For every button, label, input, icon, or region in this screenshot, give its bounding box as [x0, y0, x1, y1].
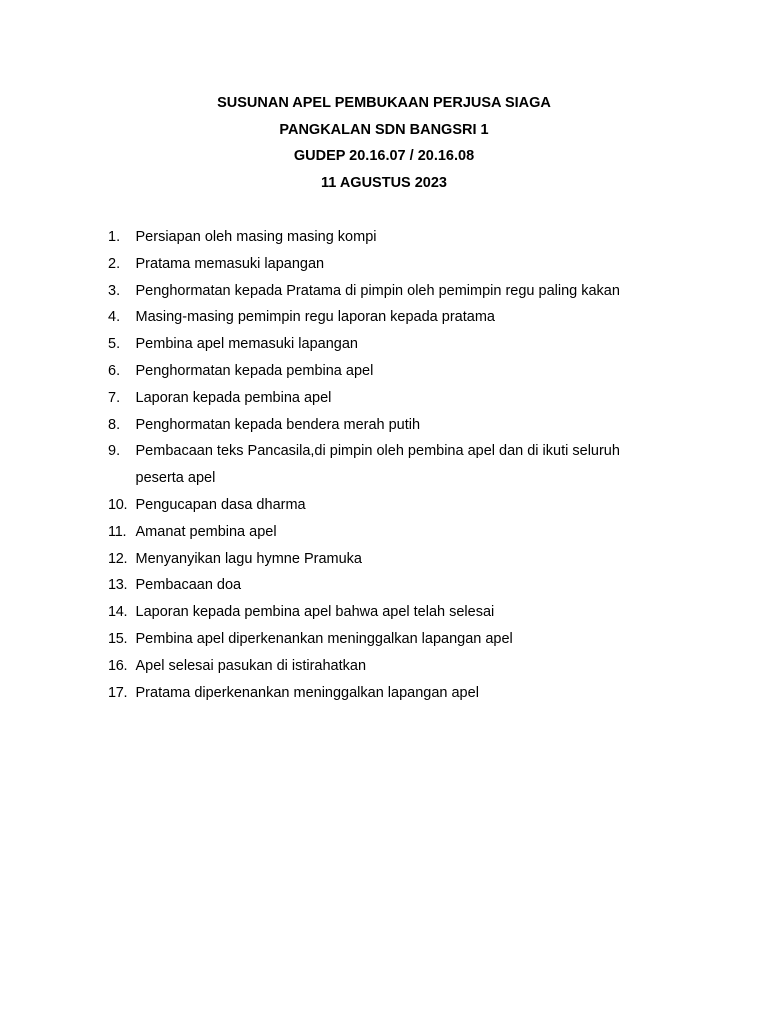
item-number: 4.: [108, 309, 121, 326]
item-text: Masing-masing pemimpin regu laporan kepada pratama: [135, 309, 495, 326]
title-line-school: PANGKALAN SDN BANGSRI 1: [279, 121, 489, 138]
list-item: [108, 331, 668, 358]
item-text: Pembina apel diperkenankan meninggalkan lapangan apel: [135, 630, 513, 647]
item-number: 6.: [108, 362, 121, 379]
list-item: [108, 680, 668, 707]
item-text: Pratama memasuki lapangan: [135, 255, 325, 272]
item-text: Persiapan oleh masing masing kompi: [135, 229, 377, 245]
list-item: [108, 358, 668, 385]
list-item: [108, 492, 668, 519]
item-text: Pembina apel memasuki lapangan: [135, 336, 358, 353]
list-item: [108, 385, 668, 412]
list-item: [108, 653, 668, 680]
item-text: Apel selesai pasukan di istirahatkan: [135, 657, 367, 674]
list-item: [108, 251, 668, 278]
agenda-list: [108, 224, 668, 706]
item-number: 12.: [108, 550, 128, 567]
list-item: [108, 546, 668, 573]
item-number: 15.: [108, 630, 128, 647]
list-item: [108, 304, 668, 331]
item-text: Penghormatan kepada bendera merah putih: [135, 416, 421, 433]
item-number: 10.: [108, 496, 128, 513]
item-number: 13.: [108, 577, 128, 594]
list-item: [108, 572, 668, 599]
list-item: [108, 278, 668, 305]
item-number: 9.: [108, 443, 121, 460]
list-item: [108, 599, 668, 626]
list-item: [108, 438, 668, 492]
list-item: [108, 519, 668, 546]
item-text: Laporan kepada pembina apel bahwa apel telah selesai: [135, 604, 495, 621]
list-item: [108, 412, 668, 439]
item-number: 11.: [108, 523, 127, 540]
title-line-gudep: GUDEP 20.16.07 / 20.16.08: [293, 148, 475, 165]
item-number: 16.: [108, 657, 128, 674]
title-line-event: SUSUNAN APEL PEMBUKAAN PERJUSA SIAGA: [217, 95, 551, 111]
item-number: 14.: [108, 604, 128, 621]
document-title: [0, 90, 768, 196]
title-line-date: 11 AGUSTUS 2023: [321, 174, 447, 191]
item-number: 8.: [108, 416, 121, 433]
item-number: 3.: [108, 282, 121, 299]
item-text: Penghormatan kepada pembina apel: [135, 362, 374, 379]
list-item: [108, 224, 668, 251]
item-text: Penghormatan kepada Pratama di pimpin oleh pemimpin regu paling kakan: [135, 282, 620, 299]
item-text: Pratama diperkenankan meninggalkan lapangan apel: [135, 684, 479, 701]
item-text: Amanat pembina apel: [135, 523, 277, 540]
item-text: Pengucapan dasa dharma: [135, 496, 306, 513]
item-text: Menyanyikan lagu hymne Pramuka: [135, 550, 362, 567]
list-item: [108, 626, 668, 653]
item-number: 7.: [108, 389, 121, 406]
item-text: Pembacaan doa: [135, 577, 242, 594]
item-number: 2.: [108, 255, 121, 272]
item-number: 17.: [108, 684, 128, 701]
item-text: Laporan kepada pembina apel: [135, 389, 332, 406]
item-number: 5.: [108, 336, 121, 353]
item-text: Pembacaan teks Pancasila,di pimpin oleh pembina apel dan di ikuti seluruh peserta apel: [135, 443, 620, 487]
item-number: 1.: [108, 229, 121, 245]
